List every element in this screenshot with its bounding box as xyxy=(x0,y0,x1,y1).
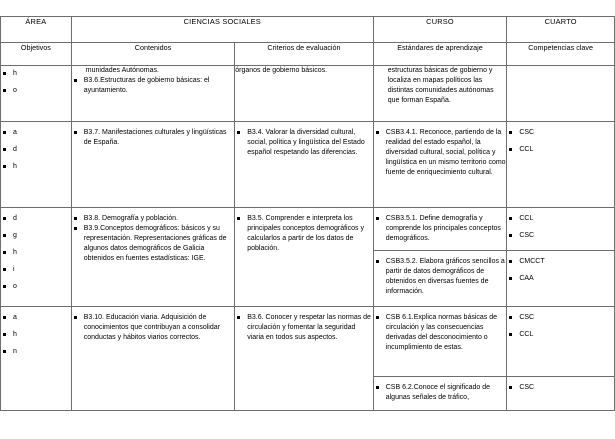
table-row xyxy=(1,122,615,208)
competencia-item: CCL xyxy=(507,330,614,340)
contenido-item: B3.10. Educación viaria. Adquisición de conocimientos que contribuyan a consolidar conductas y hábitos viarios correctos. xyxy=(72,313,234,343)
objetivo-item: h xyxy=(1,69,71,79)
subject-header: CIENCIAS SOCIALES xyxy=(71,17,373,43)
estandar-item: CSB 6.2.Conoce el significado de algunas señales de tráfico, xyxy=(374,383,507,403)
estandar-item: CSB3.5.1. Define demografía y comprende los principales conceptos demográficos. xyxy=(374,214,507,244)
objetivo-item: h xyxy=(1,330,71,340)
estandares-cell xyxy=(373,208,507,251)
estandares-cell xyxy=(373,251,507,307)
competencia-item: CCL xyxy=(507,145,614,155)
estandares-cell xyxy=(373,66,507,122)
criterio-item: B3.4. Valorar la diversidad cultural, social, política y lingüística del Estado español respetando las diferencias. xyxy=(235,128,373,158)
estandar-item: CSB 6.1.Explica normas básicas de circulación y las consecuencias derivadas del desconocimiento o incumplimiento de estas. xyxy=(374,313,507,353)
contenidos-cell xyxy=(71,307,234,411)
objetivo-item: o xyxy=(1,86,71,96)
table-row xyxy=(1,307,615,377)
contenido-item: B3.8. Demografía y población. xyxy=(72,214,234,224)
contenidos-cell xyxy=(71,66,234,122)
competencias-cell xyxy=(507,377,615,411)
objetivo-item: h xyxy=(1,248,71,258)
competencias-cell xyxy=(507,66,615,122)
criterios-cell xyxy=(235,122,374,208)
course-value-header: CUARTO xyxy=(507,17,615,43)
curriculum-table xyxy=(0,16,615,411)
estandar-item: CSB3.4.1. Reconoce, partiendo de la realidad del estado español, la diversidad cultural, social, política y lingüística en un mismo territorio como fuente de enriquecimiento cultural. xyxy=(374,128,507,178)
contenido-item: B3.7. Manifestaciones culturales y lingüísticas de España. xyxy=(72,128,234,148)
competencia-item: CSC xyxy=(507,128,614,138)
objetivos-cell xyxy=(1,66,72,122)
objetivo-item: d xyxy=(1,145,71,155)
competencias-cell xyxy=(507,208,615,251)
objetivos-cell xyxy=(1,307,72,411)
objetivo-item: n xyxy=(1,347,71,357)
contenido-item: B3.9.Conceptos demográficos: básicos y su representación. Representaciones gráficas de algunos datos demográficos de Galicia obtenidos en fuentes estadísticas: IGE. xyxy=(72,224,234,264)
objetivo-item: i xyxy=(1,265,71,275)
table-row xyxy=(1,208,615,251)
header-row xyxy=(1,17,615,43)
contenido-item: B3.6.Estructuras de gobierno básicas: el ayuntamiento. xyxy=(72,76,234,96)
objetivos-cell xyxy=(1,122,72,208)
estandares-column-header: Estándares de aprendizaje xyxy=(373,43,507,66)
competencias-cell xyxy=(507,122,615,208)
objetivo-item: d xyxy=(1,214,71,224)
estandares-cell xyxy=(373,377,507,411)
contenido-continuation: munidades Autónomas. xyxy=(85,67,159,74)
criterio-item: B3.6. Conocer y respetar las normas de circulación y fomentar la seguridad viaria en todos sus aspectos. xyxy=(235,313,373,343)
contenidos-cell xyxy=(71,208,234,307)
objetivos-column-header: Objetivos xyxy=(1,43,72,66)
competencias-cell xyxy=(507,307,615,377)
course-label-header: CURSO xyxy=(373,17,507,43)
criterios-cell xyxy=(235,208,374,307)
estandar-item: CSB3.5.2. Elabora gráficos sencillos a partir de datos demográficos de obtenidos en diversas fuentes de información. xyxy=(374,257,507,297)
column-header-row xyxy=(1,43,615,66)
objetivos-cell xyxy=(1,208,72,307)
competencias-cell xyxy=(507,251,615,307)
competencia-item: CSC xyxy=(507,313,614,323)
objetivo-item: a xyxy=(1,128,71,138)
competencia-item: CMCCT xyxy=(507,257,614,267)
area-header: ÁREA xyxy=(1,17,72,43)
estandar-continuation: estructuras básicas de gobierno y localiza en mapas políticos las distintas comunidades autónomas que forman España. xyxy=(387,67,494,104)
objetivo-item: o xyxy=(1,282,71,292)
competencia-item: CSC xyxy=(507,231,614,241)
criterio-continuation: órganos de gobierno básicos. xyxy=(235,67,328,74)
competencia-item: CSC xyxy=(507,383,614,393)
competencia-item: CCL xyxy=(507,214,614,224)
table-row xyxy=(1,66,615,122)
objetivo-item: g xyxy=(1,231,71,241)
criterios-column-header: Criterios de evaluación xyxy=(235,43,374,66)
criterios-cell xyxy=(235,307,374,411)
estandares-cell xyxy=(373,122,507,208)
contenidos-column-header: Contenidos xyxy=(71,43,234,66)
criterios-cell xyxy=(235,66,374,122)
objetivo-item: h xyxy=(1,162,71,172)
competencia-item: CAA xyxy=(507,274,614,284)
contenidos-cell xyxy=(71,122,234,208)
estandares-cell xyxy=(373,307,507,377)
competencias-column-header: Competencias clave xyxy=(507,43,615,66)
objetivo-item: a xyxy=(1,313,71,323)
criterio-item: B3.5. Comprender e interpreta los principales conceptos demográficos y calcularlos a partir de los datos de población. xyxy=(235,214,373,254)
